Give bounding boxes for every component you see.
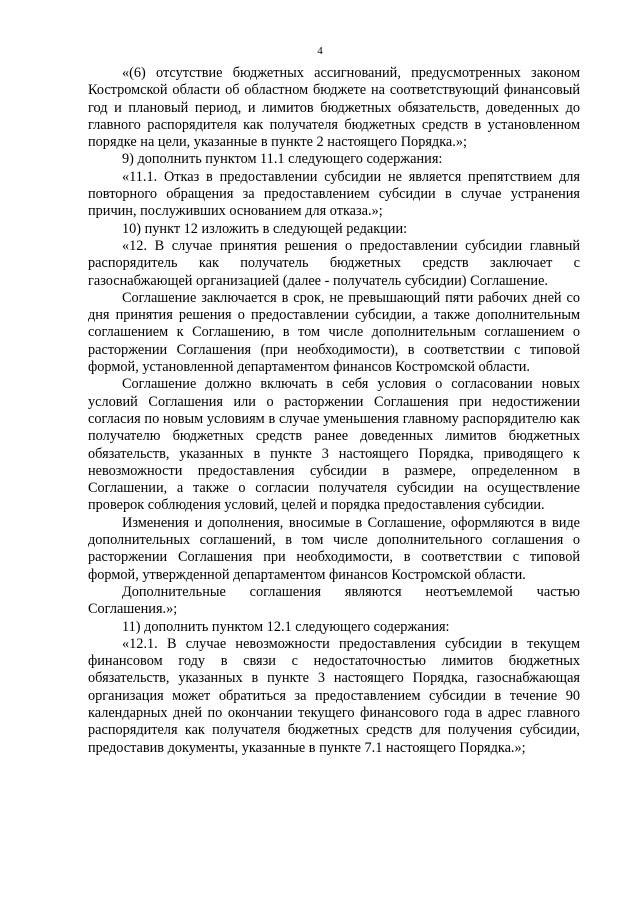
document-body xyxy=(88,65,580,757)
paragraph-amendment-9: 9) дополнить пунктом 11.1 следующего содержания: xyxy=(122,151,443,168)
paragraph-agreement-conditions: Соглашение должно включать в себя условия о согласовании новых условий Соглашения или о расторжении Соглашения при недостижении согласия по новым условиям в случае уменьшения главному распорядителю как получателю бюджетных средств ранее доведенных лимитов бюджетных обязательств, указанных в пункте 3 настоящего Порядка, приводящего к невозможности предоставления субсидии в размере, определенном в Соглашении, а также о согласии получателя субсидии на осуществление проверок соблюдения условий, целей и порядка предоставления субсидии. xyxy=(88,376,580,514)
paragraph-amendment-11: 11) дополнить пунктом 12.1 следующего содержания: xyxy=(122,618,450,635)
paragraph-clause-12-1: «12.1. В случае невозможности предоставления субсидии в текущем финансовом году в связи с недостаточностью лимитов бюджетных обязательств, указанных в пункте 3 настоящего Порядка, газоснабжающая организация может обратиться за предоставлением субсидии в течение 90 календарных дней по окончании текущего финансового года в адрес главного распорядителя как получателя бюджетных средств для получения субсидии, предоставив документы, указанные в пункте 7.1 настоящего Порядка.»; xyxy=(88,635,580,756)
paragraph-agreement-changes: Изменения и дополнения, вносимые в Соглашение, оформляются в виде дополнительных соглашений, в том числе дополнительного соглашения о расторжении Соглашения при необходимости, в соответствии с типовой формой, утвержденной департаментом финансов Костромской области. xyxy=(88,514,580,583)
paragraph-agreement-term: Соглашение заключается в срок, не превышающий пяти рабочих дней со дня принятия решения о предоставлении субсидии, а также дополнительным соглашением к Соглашению, в том числе дополнительным соглашением о расторжении Соглашения (при необходимости), в соответствии с типовой формой, установленной департаментом финансов Костромской области. xyxy=(88,289,580,376)
paragraph-amendment-10: 10) пункт 12 изложить в следующей редакции: xyxy=(122,220,408,237)
paragraph-clause-12: «12. В случае принятия решения о предоставлении субсидии главный распорядитель как получатель бюджетных средств заключает с газоснабжающей организацией (далее - получатель субсидии) Соглашение. xyxy=(88,237,580,289)
paragraph-item-6-absence-of-allocations: «(6) отсутствие бюджетных ассигнований, предусмотренных законом Костромской области об областном бюджете на соответствующий финансовый год и плановый период, и лимитов бюджетных обязательств, доведенных до главного распорядителя как получателя бюджетных средств в установленном порядке на цели, указанные в пункте 2 настоящего Порядка.»; xyxy=(88,65,580,151)
page-number: 4 xyxy=(317,45,323,57)
paragraph-clause-11-1: «11.1. Отказ в предоставлении субсидии не является препятствием для повторного обращения за предоставлением субсидии в случае устранения причин, послуживших основанием для отказа.»; xyxy=(88,168,580,220)
paragraph-additional-agreements: Дополнительные соглашения являются неотъемлемой частью Соглашения.»; xyxy=(88,583,580,618)
